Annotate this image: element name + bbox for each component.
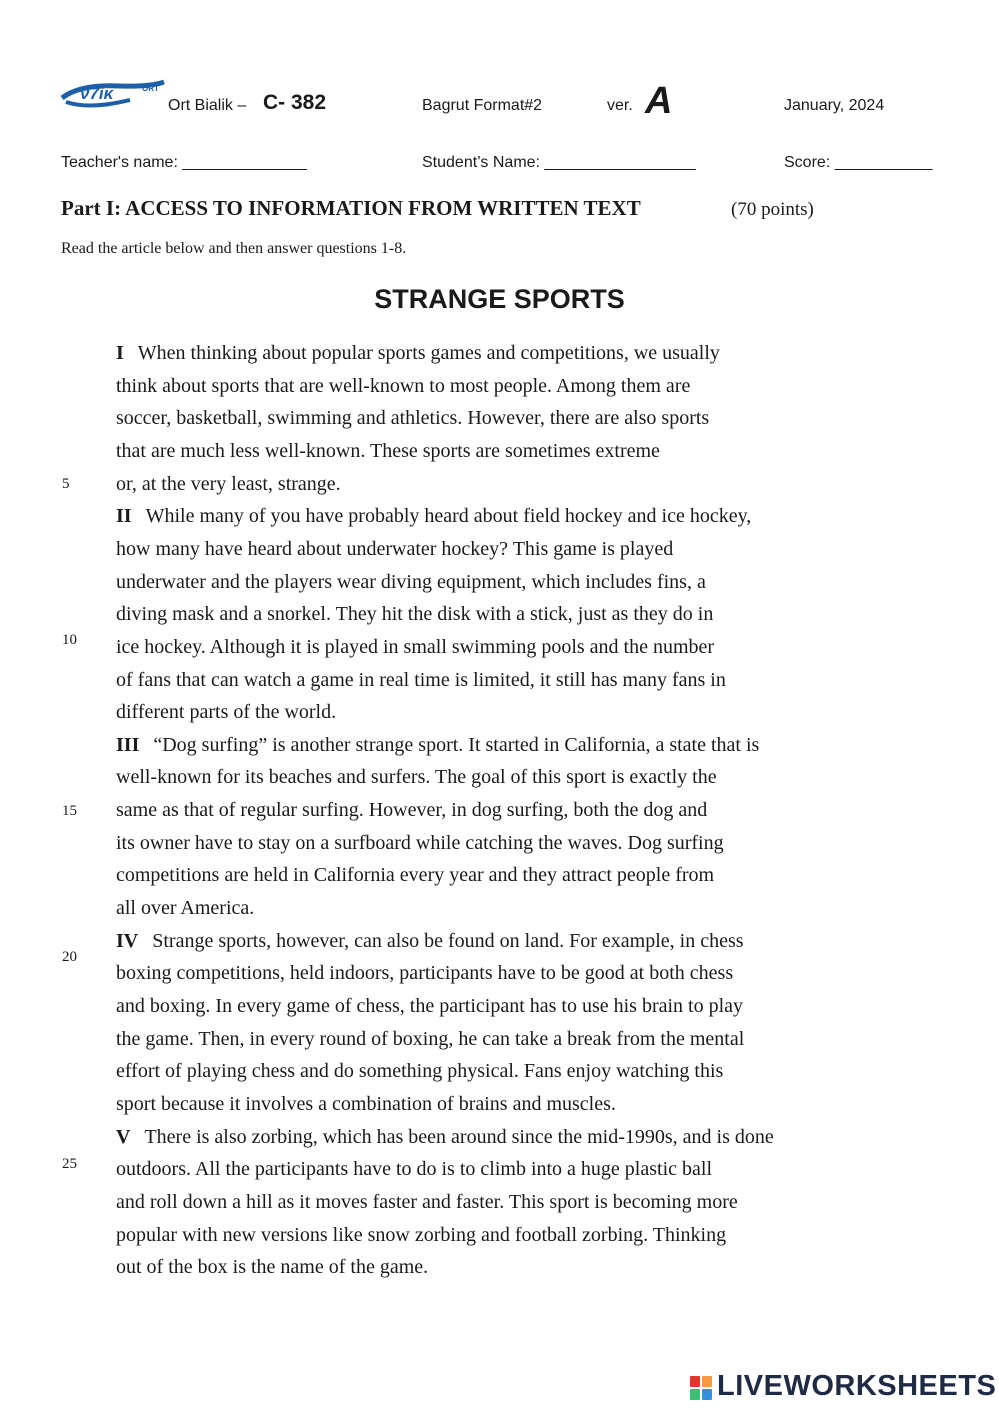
article-line — [116, 701, 336, 724]
line-text: same as that of regular surfing. However, in dog surfing, both the dog and — [116, 799, 708, 822]
article-line — [116, 897, 254, 920]
paragraph-number: V — [116, 1125, 131, 1148]
instruction: Read the article below and then answer questions 1-8. — [61, 240, 407, 257]
line-text: think about sports that are well-known to most people. Among them are — [116, 374, 691, 397]
article-line — [116, 669, 726, 692]
article-line — [116, 995, 743, 1018]
line-number: 15 — [62, 803, 77, 819]
line-text: While many of you have probably heard about field hockey and ice hockey, — [145, 505, 752, 528]
exam-date: January, 2024 — [784, 97, 885, 114]
article-line — [116, 538, 673, 561]
line-text: Strange sports, however, can also be found on land. For example, in chess — [152, 929, 744, 952]
article-line — [116, 636, 714, 659]
article-line — [116, 930, 744, 953]
part-points: (70 points) — [731, 199, 814, 220]
line-text: all over America. — [116, 897, 255, 920]
line-text: underwater and the players wear diving equipment, which includes fins, a — [116, 570, 706, 593]
line-text: effort of playing chess and do something physical. Fans enjoy watching this — [116, 1060, 724, 1083]
article-line — [116, 799, 707, 822]
article-line — [116, 571, 706, 594]
article-line — [116, 962, 733, 985]
line-text: and boxing. In every game of chess, the participant has to use his brain to play — [116, 995, 744, 1017]
logo-text: ORT — [142, 84, 159, 93]
line-text: or, at the very least, strange. — [116, 472, 341, 495]
article-line — [116, 1093, 616, 1116]
line-text: its owner have to stay on a surfboard while catching the waves. Dog surfing — [116, 831, 724, 854]
score-field[interactable]: Score: ___________ — [784, 154, 933, 171]
line-text: competitions are held in California every year and they attract people from — [116, 864, 715, 887]
student-name-field[interactable]: Student’s Name: _________________ — [422, 154, 696, 171]
article-line — [116, 832, 724, 855]
line-text: well-known for its beaches and surfers. The goal of this sport is exactly the — [116, 766, 717, 789]
paragraph-number: II — [116, 505, 132, 528]
line-text: the game. Then, in every round of boxing, he can take a break from the mental — [116, 1027, 745, 1050]
liveworksheets-brand: LIVEWORKSHEETS — [717, 1370, 997, 1402]
line-number: 25 — [62, 1156, 77, 1172]
line-text: of fans that can watch a game in real time is limited, it still has many fans in — [116, 668, 726, 691]
line-number: 5 — [62, 476, 70, 492]
paragraph-number: IV — [116, 929, 139, 952]
line-text: boxing competitions, held indoors, participants have to be good at both chess — [116, 962, 734, 985]
article-line — [116, 864, 714, 887]
line-number: 20 — [62, 949, 77, 965]
line-text: that are much less well-known. These sports are sometimes extreme — [116, 439, 660, 462]
article-line — [116, 1028, 744, 1051]
line-text: how many have heard about underwater hockey? This game is played — [116, 537, 674, 560]
article-line — [116, 342, 720, 365]
article-line — [116, 1256, 428, 1279]
line-text: ice hockey. Although it is played in small swimming pools and the number — [116, 635, 715, 658]
article-line — [116, 766, 717, 789]
exam-format: Bagrut Format#2 — [422, 97, 543, 114]
article-line — [116, 1126, 774, 1149]
line-text: outdoors. All the participants have to do is to climb into a huge plastic ball — [116, 1158, 713, 1181]
article-line — [116, 1158, 712, 1181]
article-line — [116, 407, 709, 430]
svg-text:ν7iκ: ν7iκ — [80, 84, 114, 103]
version-label: ver. — [607, 97, 633, 114]
article-title: STRANGE SPORTS — [374, 284, 625, 314]
article-line — [116, 440, 660, 463]
article-line — [116, 375, 690, 398]
article-line — [116, 473, 341, 496]
line-text: popular with new versions like snow zorbing and football zorbing. Thinking — [116, 1223, 727, 1246]
line-text: out of the box is the name of the game. — [116, 1256, 429, 1279]
article-line — [116, 1224, 726, 1247]
line-text: There is also zorbing, which has been around since the mid-1990s, and is done — [144, 1125, 774, 1148]
line-text: diving mask and a snorkel. They hit the disk with a stick, just as they do in — [116, 603, 714, 626]
article-line — [116, 1191, 738, 1214]
line-number: 10 — [62, 632, 77, 648]
paragraph-number: III — [116, 733, 140, 756]
teacher-name-field[interactable]: Teacher's name: ______________ — [61, 154, 307, 171]
line-text: sport because it involves a combination of brains and muscles. — [116, 1092, 616, 1115]
version-letter: A — [645, 80, 673, 122]
line-text: “Dog surfing” is another strange sport. It started in California, a state that is — [153, 733, 760, 756]
paragraph-number: I — [116, 342, 124, 364]
article-line — [116, 603, 713, 626]
article-line — [116, 734, 759, 757]
school-name: Ort Bialik – — [168, 97, 247, 114]
article-line — [116, 505, 751, 528]
line-text: soccer, basketball, swimming and athletics. However, there are also sports — [116, 407, 710, 430]
exam-code: C- 382 — [263, 91, 327, 114]
line-text: When thinking about popular sports games and competitions, we usually — [137, 342, 720, 364]
ort-logo — [60, 78, 168, 112]
liveworksheets-icon — [690, 1376, 712, 1400]
line-text: different parts of the world. — [116, 701, 337, 724]
line-text: and roll down a hill as it moves faster and faster. This sport is becoming more — [116, 1190, 738, 1213]
part-title: Part I: ACCESS TO INFORMATION FROM WRITTEN TEXT — [61, 196, 641, 220]
article-line — [116, 1060, 723, 1083]
